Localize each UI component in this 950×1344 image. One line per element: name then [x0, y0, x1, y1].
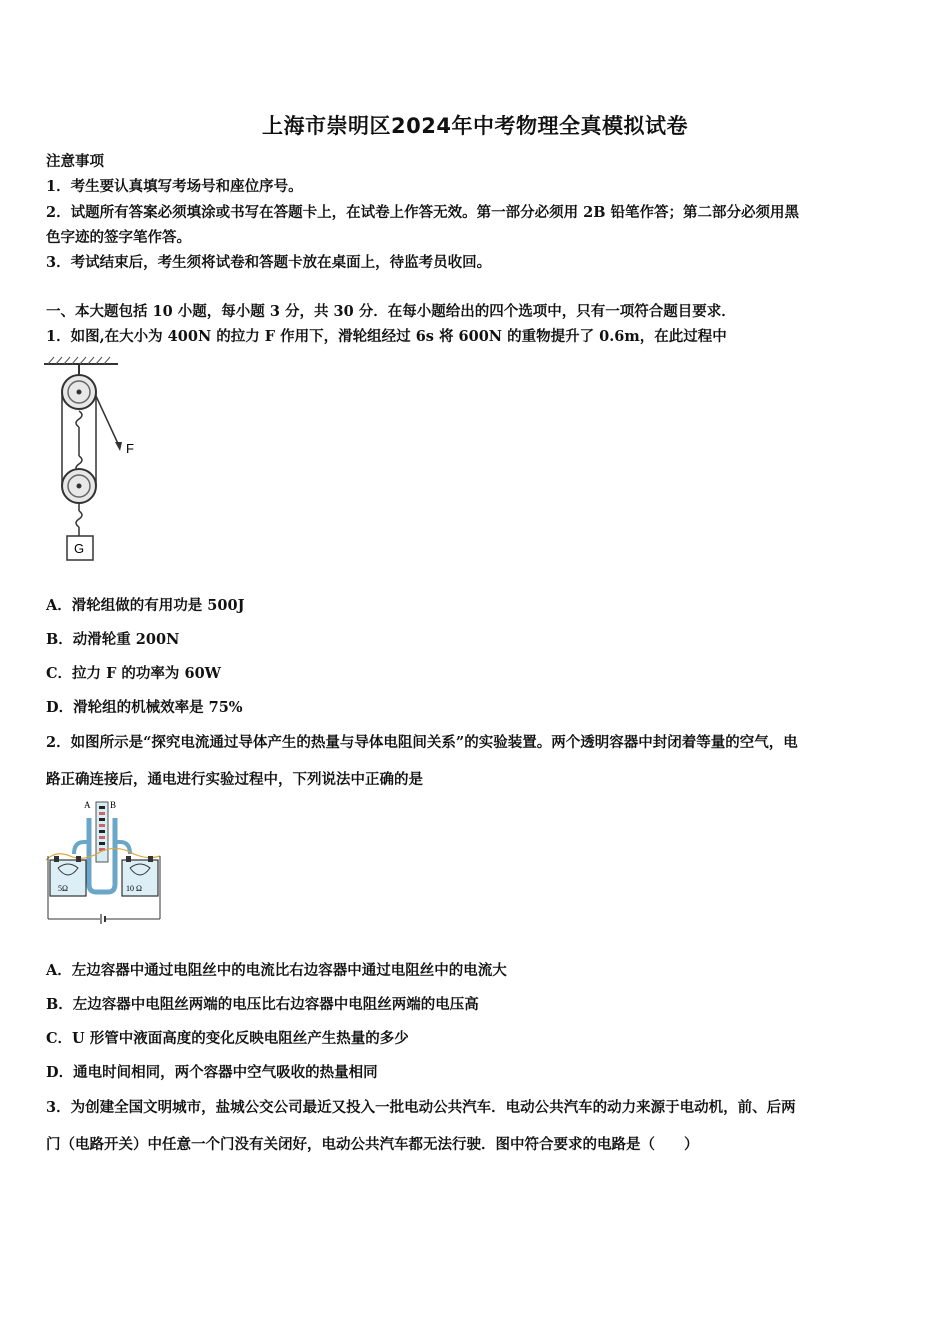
q2-stem: 路正确连接后，通电进行实验过程中，下列说法中正确的是	[46, 771, 423, 788]
q3-stem: 3．为创建全国文明城市，盐城公交公司最近又投入一批电动公共汽车．电动公共汽车的动力来源于电动机，前、后两	[46, 1099, 796, 1116]
q3-stem: 门（电路开关）中任意一个门没有关闭好，电动公共汽车都无法行驶．图中符合要求的电路是（ ）	[46, 1136, 699, 1153]
notice-item: 色字迹的签字笔作答。	[46, 229, 191, 246]
resistor-left-label: 5Ω	[58, 884, 68, 893]
notice-heading: 注意事项	[46, 153, 104, 170]
page-title: 上海市崇明区2024年中考物理全真模拟试卷	[262, 114, 688, 138]
q1-option: B．动滑轮重 200N	[46, 631, 180, 648]
section-heading: 一、本大题包括 10 小题，每小题 3 分，共 30 分．在每小题给出的四个选项中，只有一项符合题目要求．	[46, 303, 736, 320]
q1-option: D．滑轮组的机械效率是 75%	[46, 699, 243, 716]
q1-stem: 1．如图,在大小为 400N 的拉力 F 作用下，滑轮组经过 6s 将 600N 的重物提升了 0.6m，在此过程中	[46, 328, 727, 345]
q2-option: D．通电时间相同，两个容器中空气吸收的热量相同	[46, 1064, 378, 1081]
q2-option: A．左边容器中通过电阻丝中的电流比右边容器中通过电阻丝中的电流大	[46, 962, 507, 979]
force-label: F	[126, 441, 134, 456]
q1-option: C．拉力 F 的功率为 60W	[46, 665, 221, 682]
notice-item: 1．考生要认真填写考场号和座位序号。	[46, 178, 303, 195]
tube-b-label: B	[110, 800, 117, 810]
weight-label: G	[74, 541, 85, 556]
notice-item: 2．试题所有答案必须填涂或书写在答题卡上，在试卷上作答无效。第一部分必须用 2B 铅笔作答；第二部分必须用黑	[46, 204, 800, 221]
notice-item: 3．考试结束后，考生须将试卷和答题卡放在桌面上，待监考员收回。	[46, 254, 492, 271]
q2-option: B．左边容器中电阻丝两端的电压比右边容器中电阻丝两端的电压高	[46, 996, 479, 1013]
q1-option: A．滑轮组做的有用功是 500J	[46, 597, 245, 614]
q2-option: C．U 形管中液面高度的变化反映电阻丝产生热量的多少	[46, 1030, 409, 1047]
heating-experiment-figure	[44, 798, 166, 926]
q2-stem: 2．如图所示是“探究电流通过导体产生的热量与导体电阻间关系”的实验装置。两个透明容器中封闭着等量的空气，电	[46, 734, 798, 751]
tube-a-label: A	[84, 800, 91, 810]
resistor-right-label: 10 Ω	[126, 884, 142, 893]
pulley-figure	[40, 356, 150, 566]
